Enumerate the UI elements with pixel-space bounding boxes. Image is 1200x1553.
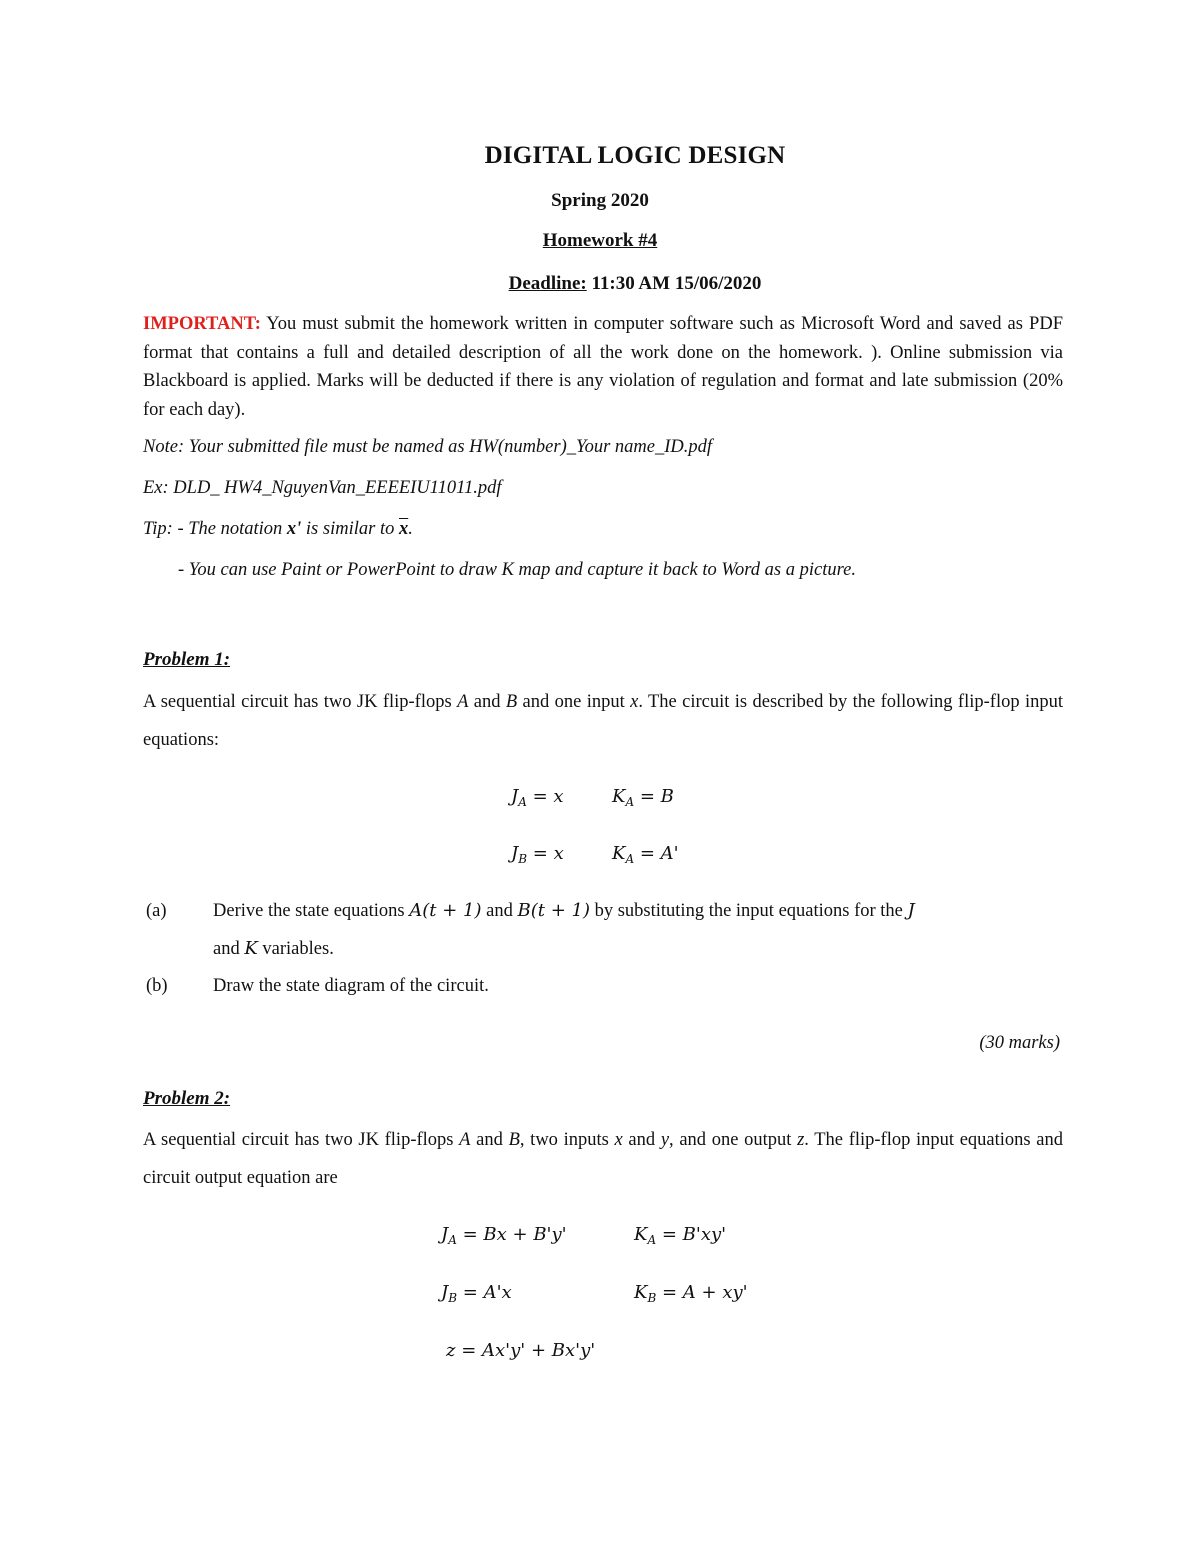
note-example: Ex: DLD_ HW4_NguyenVan_EEEEIU11011.pdf xyxy=(143,478,502,498)
tip-prefix: Tip: - The notation xyxy=(143,519,287,539)
p2-jb-rhs: = A'x xyxy=(457,1282,512,1303)
p1-a-label: (a) xyxy=(146,901,167,921)
p1-jb-j: J xyxy=(511,843,519,864)
problem2-heading: Problem 2: xyxy=(143,1088,231,1109)
p1-a-eq1: A(t + 1) xyxy=(409,900,482,921)
deadline-label: Deadline: xyxy=(508,273,587,294)
p2-and2: and xyxy=(622,1130,661,1150)
p1-ka-sub: A xyxy=(625,795,635,809)
p1-kb-sub: A xyxy=(625,852,635,866)
p2-text2: , two inputs xyxy=(519,1130,615,1150)
p2-var-y: y xyxy=(660,1130,670,1150)
p2-var-b: B xyxy=(508,1130,520,1150)
problem2-description xyxy=(143,1121,1063,1197)
important-paragraph xyxy=(143,310,1063,424)
p2-eq-kb xyxy=(634,1282,748,1305)
p1-jb-rhs: = x xyxy=(527,843,564,864)
p2-and1: and xyxy=(470,1130,509,1150)
p1-text2: and one input xyxy=(517,692,631,712)
p1-text3: . The circuit is described by the following flip-flop input equations: xyxy=(143,692,1063,750)
note-tip2: - You can use Paint or PowerPoint to draw K map and capture it back to Word as a picture. xyxy=(178,560,856,580)
p1-a-text1: Derive the state equations xyxy=(213,901,410,921)
note-filename: Note: Your submitted file must be named as HW(number)_Your name_ID.pdf xyxy=(143,437,713,457)
p1-ka-k: K xyxy=(612,786,626,807)
p1-part-a xyxy=(143,892,1063,968)
p2-ka-sub: A xyxy=(647,1233,657,1247)
p1-ja-j: J xyxy=(511,786,519,807)
p1-var-b: B xyxy=(505,692,518,712)
p2-eq-ka xyxy=(634,1224,726,1247)
p1-part-b xyxy=(143,967,1063,1005)
problem1-description xyxy=(143,683,1063,759)
p1-jb-sub: B xyxy=(518,852,528,866)
p2-ja-rhs: = Bx + B'y' xyxy=(456,1224,567,1245)
p2-text3: , and one output xyxy=(669,1130,798,1150)
p2-var-z: z xyxy=(797,1130,805,1150)
p1-ka-rhs: = B xyxy=(634,786,674,807)
p2-kb-k: K xyxy=(634,1282,648,1303)
p2-eq-z: z = Ax'y' + Bx'y' xyxy=(446,1340,596,1361)
p1-var-a: A xyxy=(457,692,469,712)
p1-b-text: Draw the state diagram of the circuit. xyxy=(213,976,489,996)
p2-var-a: A xyxy=(459,1130,471,1150)
tip-var: x' xyxy=(286,519,302,539)
p1-a-eq2: B(t + 1) xyxy=(517,900,590,921)
deadline-value: 11:30 AM 15/06/2020 xyxy=(586,273,762,294)
p2-ka-rhs: = B'xy' xyxy=(656,1224,727,1245)
p1-text1: A sequential circuit has two JK flip-flops xyxy=(143,692,458,712)
important-text: You must submit the homework written in computer software such as Microsoft Word and saved as PDF format that contains a full and detailed description of all the work done on the homework. ). Online submission via Blackboard is applied. Marks will be deducted if there is any violation of regulation and format and late submission (20% for each day). xyxy=(143,314,1063,420)
p2-ka-k: K xyxy=(634,1224,648,1245)
p1-a-text5: variables. xyxy=(257,939,334,959)
semester: Spring 2020 xyxy=(551,190,649,211)
p2-eq-jb xyxy=(441,1282,512,1305)
p1-var-x: x xyxy=(630,692,639,712)
problem1-heading: Problem 1: xyxy=(143,649,231,670)
p1-a-text3: by substituting the input equations for the xyxy=(589,901,908,921)
p1-and: and xyxy=(468,692,506,712)
p2-eq-ja xyxy=(441,1224,567,1247)
p1-ja-sub: A xyxy=(518,795,527,809)
document-title: DIGITAL LOGIC DESIGN xyxy=(484,142,786,169)
p2-ja-j: J xyxy=(441,1224,449,1245)
p2-jb-j: J xyxy=(441,1282,449,1303)
p1-b-label: (b) xyxy=(146,976,168,996)
p2-text1: A sequential circuit has two JK flip-flops xyxy=(143,1130,460,1150)
p1-eq-ja xyxy=(511,786,564,809)
p1-ja-rhs: = x xyxy=(526,786,564,807)
tip-end: . xyxy=(408,519,413,539)
p1-a-text4: and xyxy=(213,939,245,959)
p2-var-x: x xyxy=(614,1130,623,1150)
tip-middle: is similar to xyxy=(301,519,399,539)
p1-kb-rhs: = A' xyxy=(634,843,679,864)
p1-eq-ka xyxy=(612,786,674,809)
deadline xyxy=(0,273,1200,295)
p2-text4: . The flip-flop input equations and circuit output equation are xyxy=(143,1130,1064,1188)
tip-var2: $\overline{x}$ xyxy=(398,519,409,539)
p1-a-k: K xyxy=(244,938,258,959)
p1-marks: (30 marks) xyxy=(979,1033,1060,1053)
p2-kb-sub: B xyxy=(647,1291,657,1305)
p1-kb-k: K xyxy=(612,843,626,864)
homework-number: Homework #4 xyxy=(542,230,658,251)
p1-a-j: J xyxy=(907,900,915,921)
p1-eq-jb xyxy=(511,843,564,866)
important-label: IMPORTANT: xyxy=(143,314,261,334)
p1-a-text2: and xyxy=(481,901,518,921)
note-tip xyxy=(143,519,413,540)
p2-ja-sub: A xyxy=(448,1233,457,1247)
p2-jb-sub: B xyxy=(448,1291,458,1305)
p1-eq-kb xyxy=(612,843,679,866)
p2-kb-rhs: = A + xy' xyxy=(656,1282,748,1303)
